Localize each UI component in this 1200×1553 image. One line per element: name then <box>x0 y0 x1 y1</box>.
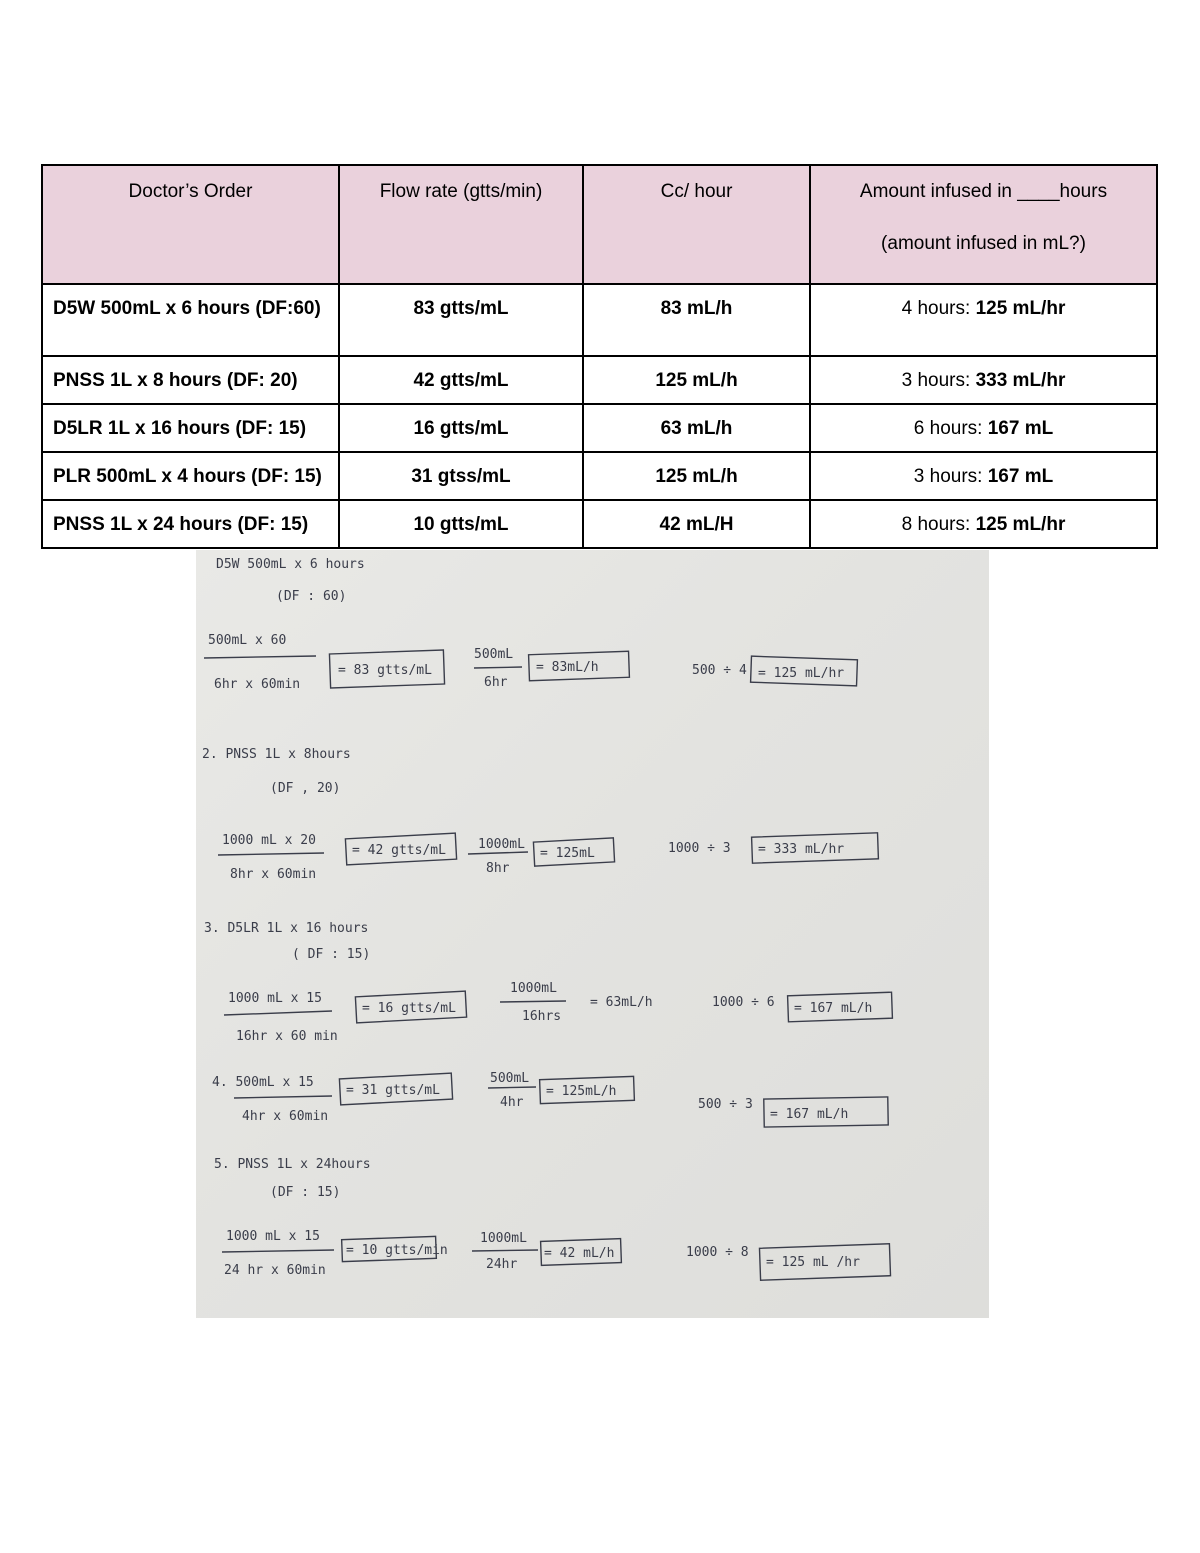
iv-orders-table <box>41 164 1158 549</box>
hw-p3-num: 1000 mL x 15 <box>228 991 322 1006</box>
cell-order: PLR 500mL x 4 hours (DF: 15) <box>42 452 339 500</box>
cell-flow: 31 gtss/mL <box>339 452 583 500</box>
hw-p5-den: 24 hr x 60min <box>224 1263 326 1278</box>
table-row <box>42 452 1157 500</box>
hw-p1-cc-num: 500mL <box>474 647 514 662</box>
header-amount-line2: (amount infused in mL?) <box>881 233 1086 254</box>
hw-p1-calc: 500 ÷ 4 <box>692 663 747 678</box>
header-flow-rate: Flow rate (gtts/min) <box>339 165 583 284</box>
hw-p2-cc: = 125mL <box>540 846 595 861</box>
hw-p4-cc-num: 500mL <box>490 1071 530 1086</box>
table-row <box>42 356 1157 404</box>
hw-p1-den: 6hr x 60min <box>214 677 301 692</box>
cell-flow: 16 gtts/mL <box>339 404 583 452</box>
hw-p5-flow: = 10 gtts/min <box>346 1243 448 1258</box>
cell-flow: 10 gtts/mL <box>339 500 583 548</box>
cell-amount: 6 hours: 167 mL <box>810 404 1157 452</box>
hw-p1-df: (DF : 60) <box>276 589 347 604</box>
hw-p2-calc: 1000 ÷ 3 <box>668 841 731 856</box>
hw-p1-cc-den: 6hr <box>484 675 508 690</box>
hw-p3-title: 3. D5LR 1L x 16 hours <box>204 921 369 936</box>
hw-p1-flow: = 83 gtts/mL <box>338 663 432 678</box>
hw-p3-flow: = 16 gtts/mL <box>362 1001 456 1016</box>
hw-p1-num: 500mL x 60 <box>208 633 287 648</box>
cell-cc: 125 mL/h <box>583 452 810 500</box>
cell-amount: 3 hours: 167 mL <box>810 452 1157 500</box>
header-cc-hour: Cc/ hour <box>583 165 810 284</box>
hw-p2-df: (DF , 20) <box>270 781 341 796</box>
hw-p3-calc: 1000 ÷ 6 <box>712 995 775 1010</box>
hw-p2-title: 2. PNSS 1L x 8hours <box>202 747 351 762</box>
hw-p5-cc-num: 1000mL <box>480 1231 527 1246</box>
cell-order: D5W 500mL x 6 hours (DF:60) <box>42 284 339 356</box>
hw-p2-den: 8hr x 60min <box>230 867 317 882</box>
cell-cc: 83 mL/h <box>583 284 810 356</box>
hw-p2-cc-den: 8hr <box>486 861 510 876</box>
hw-p5-amount: = 125 mL /hr <box>766 1255 860 1270</box>
hw-p4-flow: = 31 gtts/mL <box>346 1083 440 1098</box>
cell-cc: 42 mL/H <box>583 500 810 548</box>
table-header-row <box>42 165 1157 284</box>
cell-amount: 3 hours: 333 mL/hr <box>810 356 1157 404</box>
cell-order: PNSS 1L x 24 hours (DF: 15) <box>42 500 339 548</box>
hw-p3-amount: = 167 mL/h <box>794 1001 873 1016</box>
cell-flow: 42 gtts/mL <box>339 356 583 404</box>
hw-p4-amount: = 167 mL/h <box>770 1107 849 1122</box>
hw-p1-title: D5W 500mL x 6 hours <box>216 557 365 572</box>
hw-p1-cc: = 83mL/h <box>536 660 599 675</box>
hw-p3-den: 16hr x 60 min <box>236 1029 338 1044</box>
hw-p3-cc: = 63mL/h <box>590 995 653 1010</box>
cell-cc: 125 mL/h <box>583 356 810 404</box>
hw-p5-calc: 1000 ÷ 8 <box>686 1245 749 1260</box>
hw-p2-cc-num: 1000mL <box>478 837 525 852</box>
cell-amount: 8 hours: 125 mL/hr <box>810 500 1157 548</box>
hw-p2-amount: = 333 mL/hr <box>758 842 845 857</box>
hw-p5-num: 1000 mL x 15 <box>226 1229 320 1244</box>
hw-p5-title: 5. PNSS 1L x 24hours <box>214 1157 371 1172</box>
hw-p1-amount: = 125 mL/hr <box>758 666 845 681</box>
hw-p4-num: 4. 500mL x 15 <box>212 1075 314 1090</box>
table-row <box>42 500 1157 548</box>
handwritten-worksheet <box>196 550 989 1318</box>
header-doctors-order: Doctor’s Order <box>42 165 339 284</box>
hw-p2-flow: = 42 gtts/mL <box>352 843 446 858</box>
hw-p4-cc-den: 4hr <box>500 1095 524 1110</box>
handwritten-worksheet-photo <box>196 550 989 1318</box>
hw-p2-num: 1000 mL x 20 <box>222 833 316 848</box>
header-amount-line1: Amount infused in ____hours <box>859 181 1108 202</box>
cell-amount: 4 hours: 125 mL/hr <box>810 284 1157 356</box>
hw-p4-calc: 500 ÷ 3 <box>698 1097 753 1112</box>
cell-cc: 63 mL/h <box>583 404 810 452</box>
hw-p5-cc: = 42 mL/h <box>544 1246 615 1261</box>
hw-p3-df: ( DF : 15) <box>292 947 371 962</box>
hw-p4-cc: = 125mL/h <box>546 1084 617 1099</box>
hw-p5-cc-den: 24hr <box>486 1257 518 1272</box>
table-row <box>42 284 1157 356</box>
cell-order: D5LR 1L x 16 hours (DF: 15) <box>42 404 339 452</box>
cell-order: PNSS 1L x 8 hours (DF: 20) <box>42 356 339 404</box>
header-amount-infused <box>810 165 1157 284</box>
hw-p3-cc-num: 1000mL <box>510 981 557 996</box>
hw-p5-df: (DF : 15) <box>270 1185 341 1200</box>
hw-p3-cc-den: 16hrs <box>522 1009 562 1024</box>
table-row <box>42 404 1157 452</box>
cell-flow: 83 gtts/mL <box>339 284 583 356</box>
hw-p4-den: 4hr x 60min <box>242 1109 329 1124</box>
